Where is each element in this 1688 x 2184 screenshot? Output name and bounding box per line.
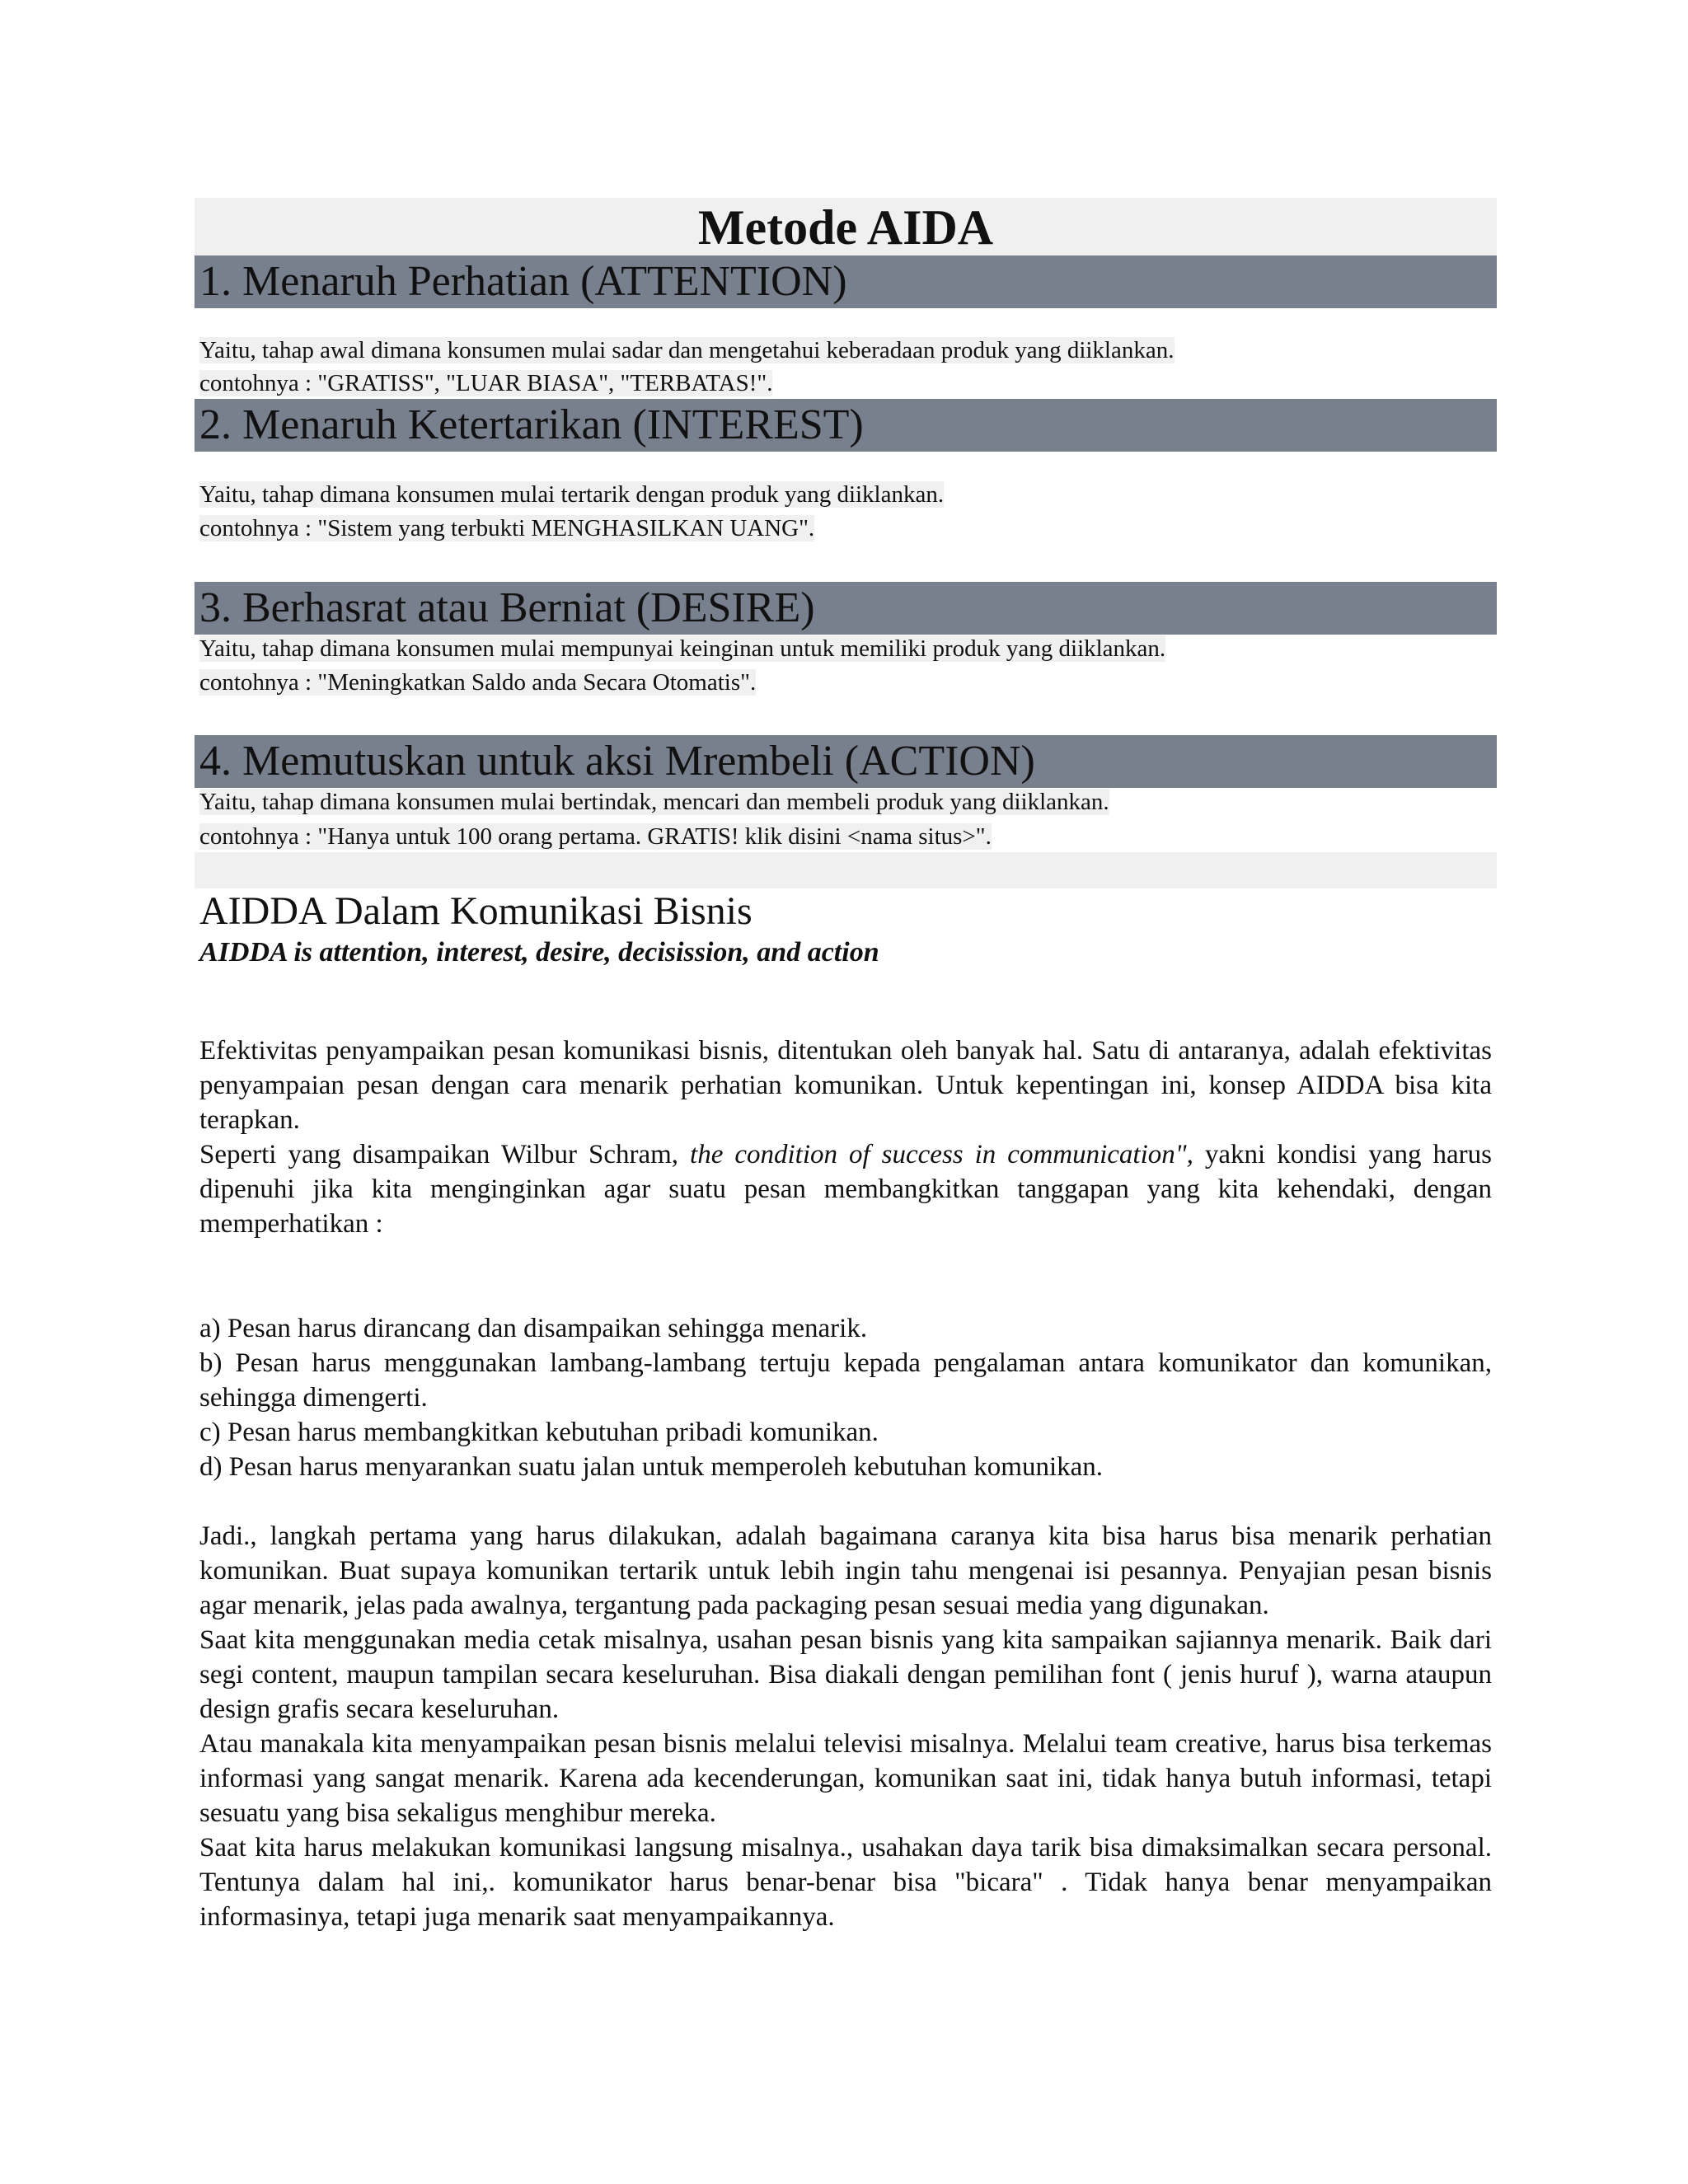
intro-paragraph (199, 1033, 1492, 1241)
closing-paragraph: Jadi., langkah pertama yang harus dilakukan, adalah bagaimana caranya kita bisa harus bisa menarik perhatian komunikan. Buat supaya komunikan tertarik untuk lebih ingin tahu mengenai isi pesannya. Penyajian pesan bisnis agar menarik, jelas pada awalnya, tergantung pada packaging pesan sesuai media yang digunakan. (199, 1521, 1492, 1620)
section-3-heading: 3. Berhasrat atau Berniat (DESIRE) (199, 584, 815, 631)
list-item: b) Pesan harus menggunakan lambang-lambang tertuju kepada pengalaman antara komunikator dan komunikan, sehingga dimengerti. (199, 1348, 1492, 1413)
paragraph-2-quote: the condition of success in communication", (690, 1140, 1193, 1169)
paragraph-2 (199, 1137, 1492, 1241)
section-2-line-1: Yaitu, tahap dimana konsumen mulai tertarik dengan produk yang diiklankan. (199, 481, 945, 508)
criteria-list (199, 1311, 1492, 1484)
section-4-bottom-band (195, 852, 1497, 888)
aidda-title: AIDDA Dalam Komunikasi Bisnis (199, 889, 753, 933)
section-1-line-1: Yaitu, tahap awal dimana konsumen mulai sadar dan mengetahui keberadaan produk yang diiklankan. (199, 337, 1175, 363)
section-4-heading: 4. Memutuskan untuk aksi Mrembeli (ACTION) (199, 738, 1035, 785)
section-1-heading: 1. Menaruh Perhatian (ATTENTION) (199, 258, 847, 305)
list-item: c) Pesan harus membangkitkan kebutuhan pribadi komunikan. (199, 1418, 879, 1447)
paragraph-1: Efektivitas penyampaikan pesan komunikasi bisnis, ditentukan oleh banyak hal. Satu di antaranya, adalah efektivitas penyampaian pesan dengan cara menarik perhatian komunikan. Untuk kepentingan ini, konsep AIDDA bisa kita terapkan. (199, 1036, 1492, 1135)
page-title: Metode AIDA (697, 200, 994, 255)
closing-paragraph: Atau manakala kita menyampaikan pesan bisnis melalui televisi misalnya. Melalui team creative, harus bisa terkemas informasi yang sangat menarik. Karena ada kecenderungan, komunikan saat ini, tidak hanya butuh informasi, tetapi sesuatu yang bisa sekaligus menghibur mereka. (199, 1729, 1492, 1828)
closing-paragraph: Saat kita menggunakan media cetak misalnya, usahan pesan bisnis yang kita sampaikan sajiannya menarik. Baik dari segi content, maupun tampilan secara keseluruhan. Bisa diakali dengan pemilihan font ( jenis huruf ), warna ataupun design grafis secara keseluruhan. (199, 1625, 1492, 1724)
list-item: a) Pesan harus dirancang dan disampaikan sehingga menarik. (199, 1314, 868, 1343)
section-3-line-2: contohnya : "Meningkatkan Saldo anda Secara Otomatis". (199, 669, 757, 696)
paragraph-2-end: yakni kondisi yang harus dipenuhi jika kita menginginkan agar suatu pesan membangkitkan tanggapan yang kita kehendaki, dengan memperhatikan : (199, 1140, 1492, 1239)
aidda-subtitle: AIDDA is attention, interest, desire, decisission, and action (199, 937, 879, 968)
list-item: d) Pesan harus menyarankan suatu jalan untuk memperoleh kebutuhan komunikan. (199, 1452, 1104, 1482)
section-3-line-1: Yaitu, tahap dimana konsumen mulai mempunyai keinginan untuk memiliki produk yang diiklankan. (199, 635, 1166, 662)
paragraph-2-start: Seperti yang disampaikan Wilbur Schram, (199, 1140, 691, 1169)
section-4-line-1: Yaitu, tahap dimana konsumen mulai bertindak, mencari dan membeli produk yang diiklankan. (199, 789, 1109, 815)
section-1-line-2: contohnya : "GRATISS", "LUAR BIASA", "TERBATAS!". (199, 370, 773, 396)
closing-paragraph: Saat kita harus melakukan komunikasi langsung misalnya., usahakan daya tarik bisa dimaksimalkan secara personal. Tentunya dalam hal ini,. komunikator harus benar-benar bisa "bicara" . Tidak hanya benar menyampaikan informasinya, tetapi juga menarik saat menyampaikannya. (199, 1833, 1492, 1932)
section-2-heading: 2. Menaruh Ketertarikan (INTEREST) (199, 401, 864, 448)
section-2-line-2: contohnya : "Sistem yang terbukti MENGHASILKAN UANG". (199, 515, 815, 541)
closing-paragraphs (199, 1519, 1492, 1934)
section-4-line-2: contohnya : "Hanya untuk 100 orang pertama. GRATIS! klik disini <nama situs>". (199, 823, 992, 850)
